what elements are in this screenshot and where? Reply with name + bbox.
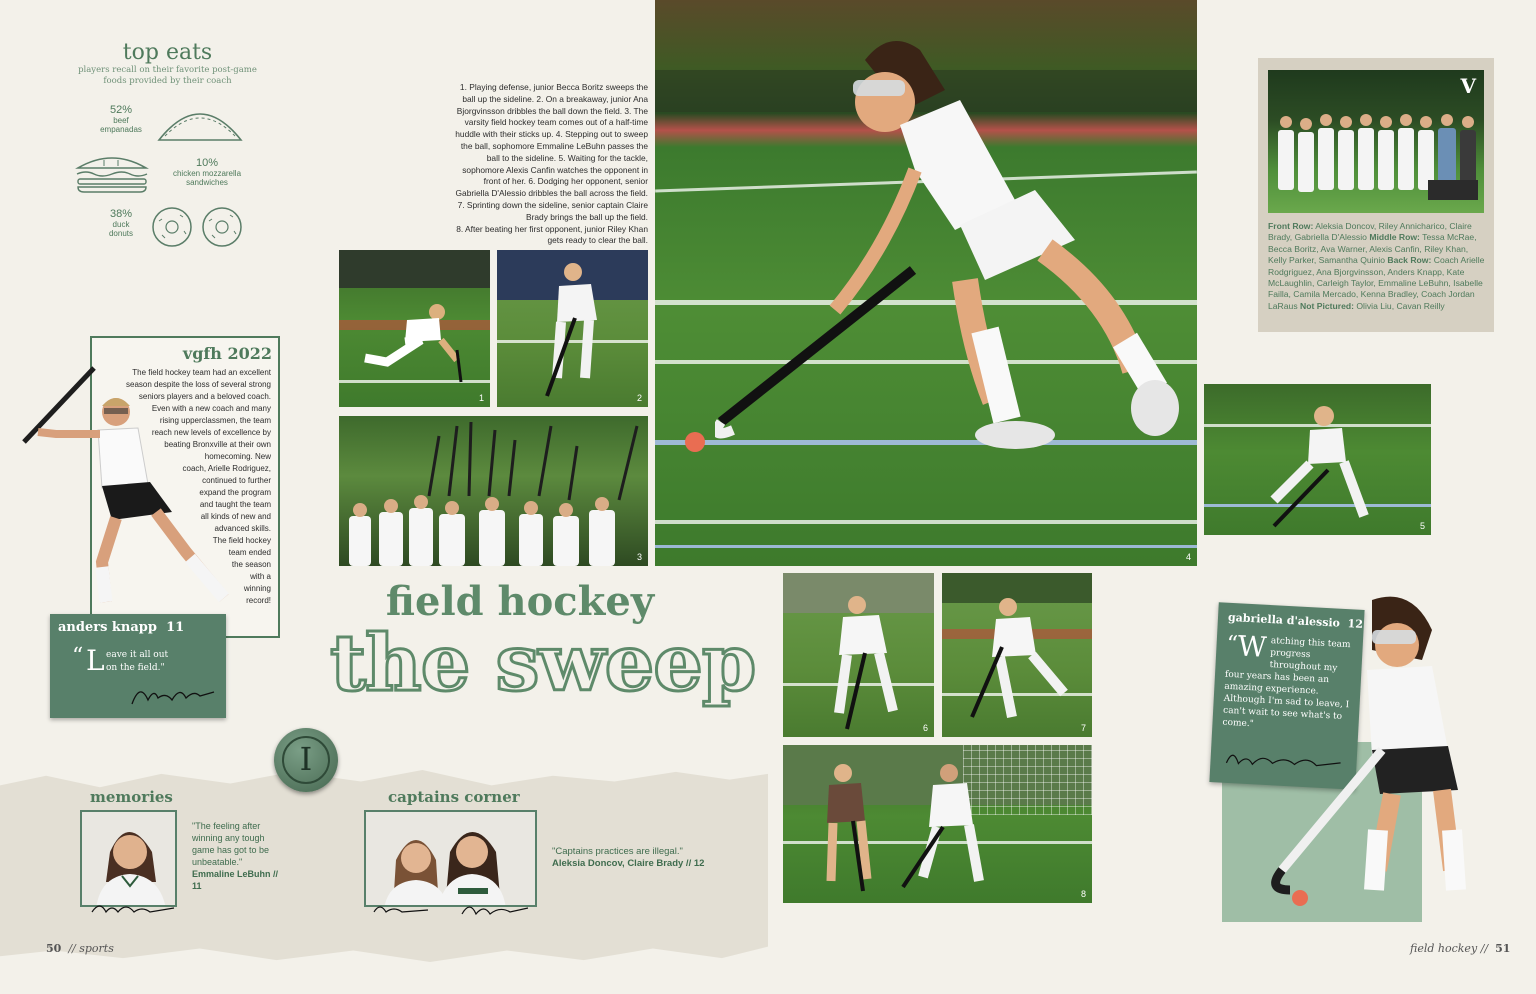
captains-title: captains corner <box>388 788 520 806</box>
stat-label: sandwiches <box>186 178 228 187</box>
stat-percent: 10% <box>195 157 219 169</box>
memories-quote: "The feeling after winning any tough game has got to be unbeatable." Emmaline LeBuhn // 11 <box>192 821 279 891</box>
photo-2: 2 <box>497 250 648 407</box>
vgfh-title: vgfh 2022 <box>182 344 272 363</box>
team-roster: Front Row: Aleksia Doncov, Riley Annicharico, Claire Brady, Gabriella D'Alessio Middle Row: Tessa McRae, Becca Boritz, Ava Warner, Alexis Canfin, Riley Khan, Kelly Parker, Samantha Quinio Back Row: Coach Arielle Rodgriguez, Ana Bjorgvinsson, Anders Knapp, Kate McLaughlin, Carleigh Taylor, Emmaline LeBuhn, Isabelle Failla, Camila Mercado, Kenna Bradley, Coach Jordan LaRaus Not Pictured: Olivia Liu, Cavan Reilly <box>1268 221 1485 311</box>
player-figure <box>1254 390 1404 530</box>
top-eats-title: top eats <box>122 40 213 65</box>
team-photo <box>1268 70 1484 213</box>
photo-5: 5 <box>1204 384 1431 535</box>
stat-label: beef <box>113 116 129 125</box>
photo-3: 3 <box>339 416 648 566</box>
stat-label: donuts <box>108 229 134 238</box>
gabriella-name: gabriella d'alessio 12 <box>1227 610 1364 631</box>
captains-photo <box>364 810 537 907</box>
player-figure <box>952 587 1082 733</box>
huddle-sticks <box>339 416 648 566</box>
photo-8: 8 <box>783 745 1092 903</box>
photo-1: 1 <box>339 250 490 407</box>
top-eats <box>60 40 275 87</box>
anders-name: anders knapp 11 <box>58 620 185 635</box>
sport-title: field hockey <box>385 578 655 625</box>
player-figure <box>357 290 467 390</box>
photo-6: 6 <box>783 573 934 737</box>
player-figure <box>527 258 627 403</box>
memories-title: memories <box>90 788 173 806</box>
stat-percent: 38% <box>109 208 133 220</box>
stat-sandwiches <box>162 157 252 187</box>
team-photo-letter: V <box>1460 74 1476 98</box>
team-group <box>1268 70 1484 213</box>
stat-percent: 52% <box>109 104 133 116</box>
memories-photo <box>80 810 177 907</box>
stat-empanadas <box>96 104 146 134</box>
stat-label: duck <box>112 220 130 229</box>
folio-left: 50 // sports <box>46 942 114 955</box>
player-figures <box>803 751 1063 901</box>
captains-signatures <box>372 898 532 920</box>
photo-4: 4 <box>655 0 1197 566</box>
headline: the sweep <box>330 618 756 709</box>
player-cutout-gabriella <box>1262 590 1482 920</box>
donut-icon <box>150 205 246 249</box>
portrait-captains <box>366 812 537 907</box>
ball <box>685 432 705 452</box>
top-eats-subtitle: players recall on their favorite post-game foods provided by their coach <box>78 65 257 86</box>
wax-seal <box>274 728 338 792</box>
seal-letter: I <box>299 740 313 778</box>
empanada-icon <box>155 100 245 145</box>
photo-captions: 1. Playing defense, junior Becca Boritz sweeps the ball up the sideline. 2. On a breakaway, junior Ana Bjorgvinsson dribbles the ball down the field. 3. The varsity field hockey team comes out of a half-time huddle with their sticks up. 4. Stepping out to sweep the ball, sophomore Emmaline LeBuhn passes the ball to the sideline. 5. Waiting for the tackle, sophomore Alexis Canfin watches the opponent in front of her. 6. Dodging her opponent, senior Gabriella D'Alessio dribbles the ball across the field. 7. Sprinting down the sideline, senior captain Claire Brady brings the ball up the field. 8. After beating her first opponent, junior Riley Khan gets ready to clear the ball. <box>455 82 648 246</box>
player-figure-main <box>715 30 1185 460</box>
anders-quote-box: anders knapp 11 “ L eave it all out on the field." <box>50 614 226 718</box>
sandwich-icon <box>74 152 150 194</box>
photo-7: 7 <box>942 573 1092 737</box>
gabriella-quote: “ W atching this team progress throughout my four years has been an amazing experience. Although I'm sad to leave, I can't wait to see what's to come." <box>1222 629 1351 730</box>
portrait-emmaline <box>82 812 177 907</box>
captains-quote: "Captains practices are illegal." Aleksia Doncov, Claire Brady // 12 <box>552 846 705 869</box>
stat-donuts <box>100 208 142 238</box>
folio-right: field hockey // 51 <box>1410 942 1511 955</box>
stat-label: empanadas <box>100 125 142 134</box>
player-cutout-anders <box>16 362 246 614</box>
player-figure <box>803 583 923 733</box>
vgfh-text: The field hockey team had an excellent season despite the loss of several strong seniors players and a beloved coach. Even with a new coach and many rising upperclassmen, the team reach new levels of excellence by beating Bronxville at their own homecoming. New coach, Arielle Rodriguez, continued to further expand the program and taught the team all kinds of new and advanced skills. The field hockey team ended the season with a winning record! <box>126 368 271 605</box>
anders-signature <box>128 678 218 710</box>
emmaline-signature <box>90 898 176 918</box>
stat-label: chicken mozzarella <box>172 169 242 178</box>
